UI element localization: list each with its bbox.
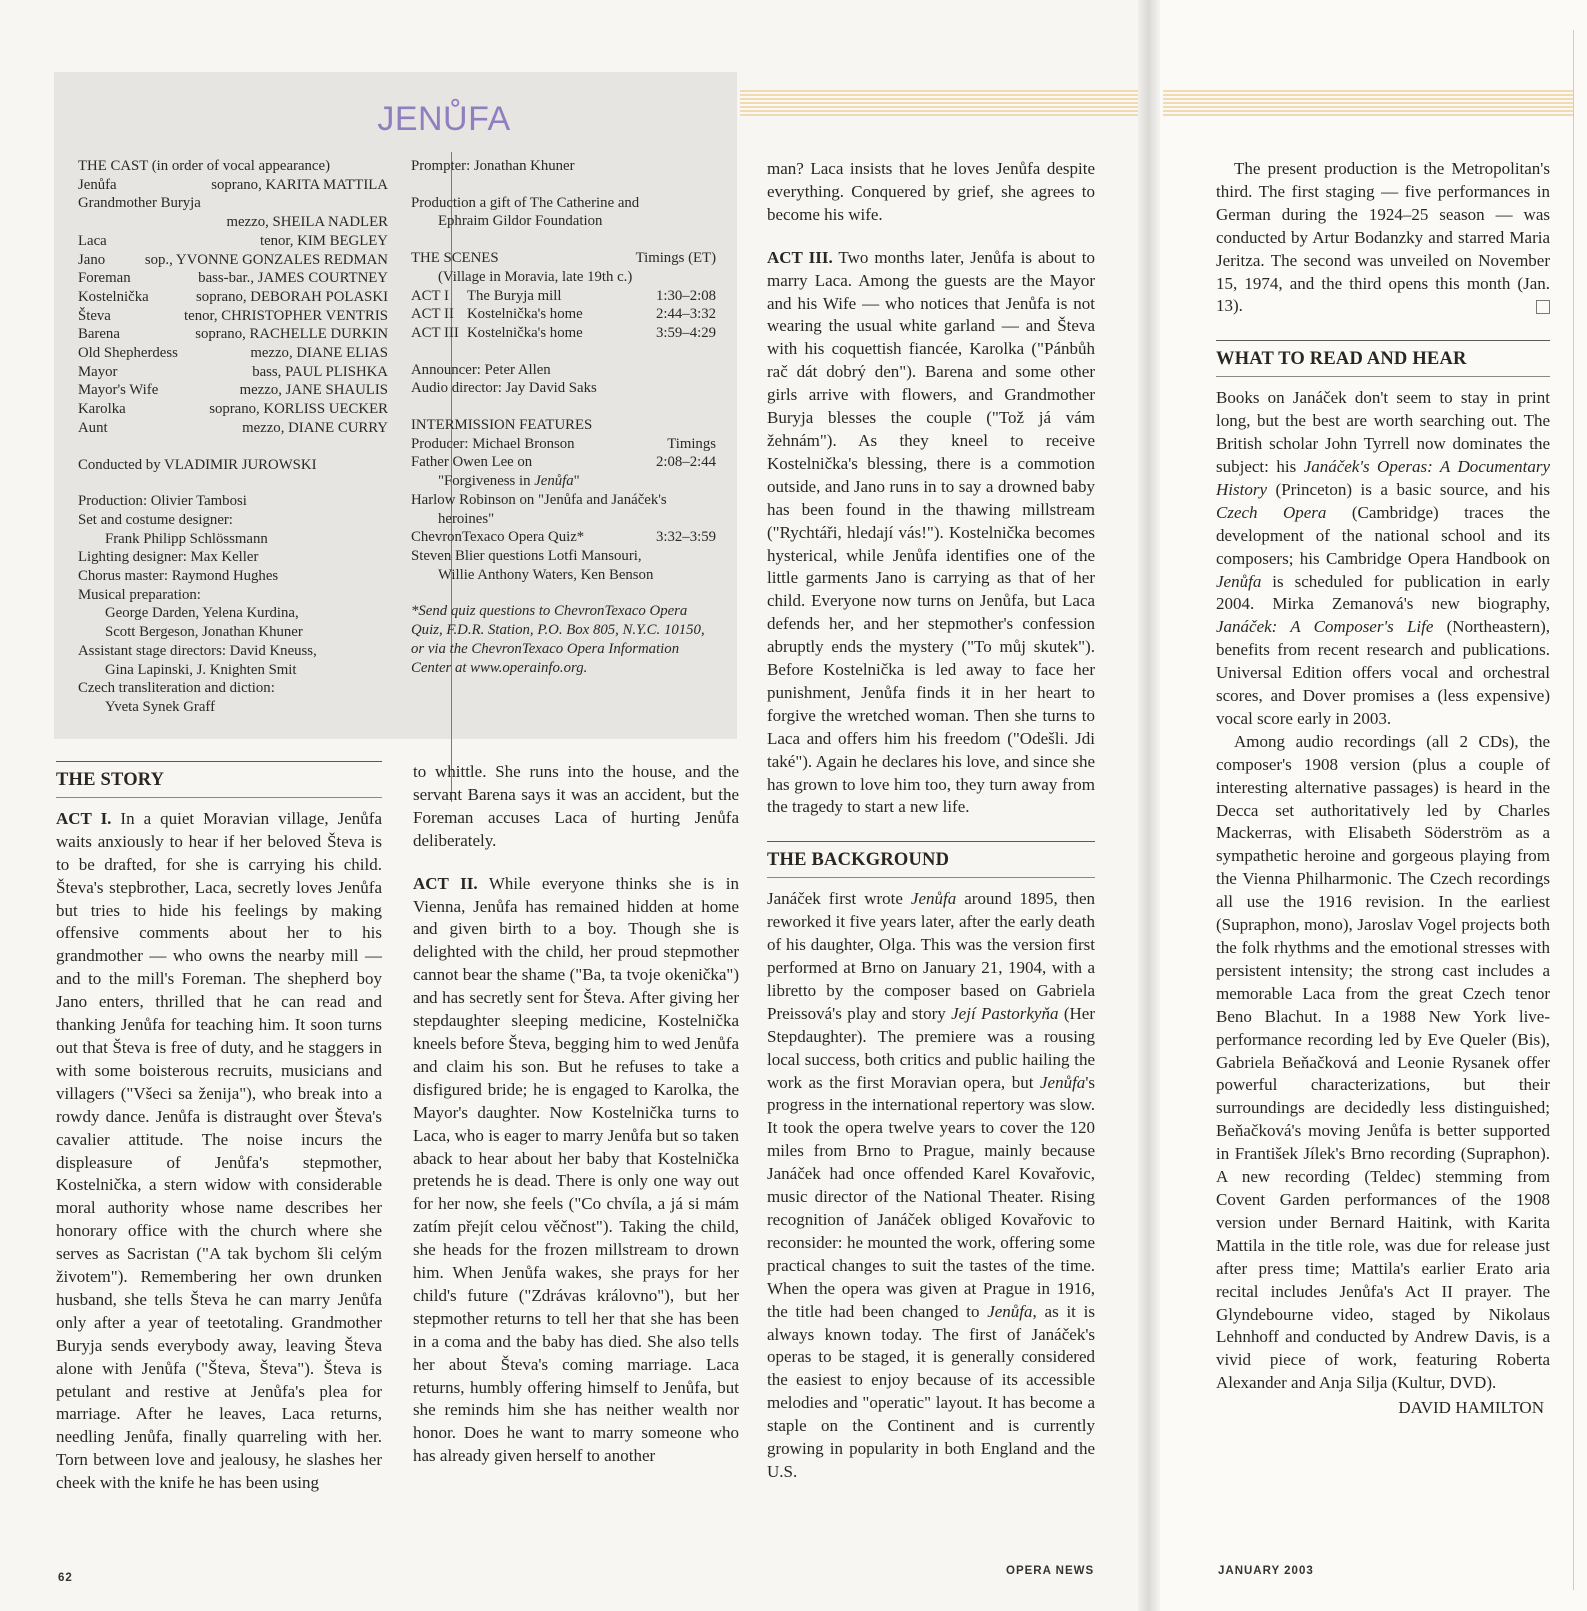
prompter-credit: Prompter: Jonathan Khuner <box>411 158 575 174</box>
cast-roles <box>78 176 388 438</box>
background-text: 's progress in the international repertory was slow. It took the opera twelve years to cover the 120 miles from Brno to Prague, mainly because Janáček had once offended Karel Kovařovic, music director of the National Theater. Rising recognition of Janáček obliged Kovařovic to reconsider: he mounted the work, offering some practical changes to suit the tastes of the time. When the opera was given at Prague in 1916, the title had been changed to <box>767 1072 1095 1321</box>
act-1-paragraph <box>56 808 382 1495</box>
background-text: (Her Stepdaughter). The premiere was a rousing local success, both critics and public hailing the work as the first Moravian opera, but <box>767 1003 1095 1092</box>
scenes-list <box>411 287 716 343</box>
producer-row <box>411 435 716 454</box>
feature-2-line-2: heroines" <box>438 510 495 527</box>
role-name: Karolka <box>78 401 126 418</box>
production-credit: Gina Lapinski, J. Knighten Smit <box>105 661 297 678</box>
spacer <box>78 438 388 456</box>
role-name: Jenůfa <box>78 176 117 193</box>
cast-role-row <box>78 288 388 307</box>
cast-role-row <box>78 363 388 382</box>
end-mark-icon <box>1536 300 1550 314</box>
read-hear-italic: Janáček: A Composer's Life <box>1216 617 1434 637</box>
opera-title: JENŮFA <box>377 100 511 138</box>
feature-1-text: "Forgiveness in <box>438 473 535 490</box>
production-credit: Yveta Synek Graff <box>105 698 216 715</box>
read-hear-text: (Northeastern), benefits from recent research and publications. Universal Edition offers vocal and orchestral scores, and Dover promises a (less expensive) vocal score early in 2003. <box>1216 617 1551 728</box>
production-credit: Assistant stage directors: David Kneuss, <box>78 642 317 659</box>
scene-row <box>411 287 716 306</box>
scene-row <box>411 305 716 324</box>
singer-name: mezzo, SHEILA NADLER <box>226 214 388 231</box>
spacer <box>411 231 716 249</box>
background-heading: THE BACKGROUND <box>767 842 1095 878</box>
role-name: Barena <box>78 326 120 343</box>
act-3-label: ACT III. <box>767 247 833 267</box>
singer-name: tenor, CHRISTOPHER VENTRIS <box>184 307 388 324</box>
production-credit: Scott Bergeson, Jonathan Khuner <box>105 624 303 641</box>
background-italic: Její Pastorkyňa <box>951 1003 1059 1023</box>
act-3-text: Two months later, Jenůfa is about to marry Laca. Among the guests are the Mayor and his Wife — who notices that Jenůfa is not wearing the usual white garland — and Števa with his coquettish fiancée, Karolka ("Pánbůh rač dát dobrý den"). Barena and some other girls arrive with flowers, and Grandmother Buryja blesses the couple ("Tož já vám žehnám"). As they kneel to receive Kostelnička's blessing, there is a commotion outside, and Jano runs in to say a drowned baby has been found in the thawing millstream ("Rychtáři, hledají vás!"). Kostelnička becomes hysterical, while Jenůfa identifies one of the little garments Jano is carrying as that of her child. Everyone now turns on Jenůfa, but Laca defends her, and her stepmother's confession abruptly ends the mystery ("To můj skutek"). Before Kostelnička is led away to face her punishment, Jenůfa finds it in her heart to forgive the wretched woman. Then she turns to Laca and offers him his freedom ("Odešli. Jdi také"). Again he declares his love, and since she has grown to love him too, they turn away from the tragedy to start a new life. <box>767 247 1095 817</box>
cast-role-row <box>78 232 388 251</box>
act-3-paragraph <box>767 247 1095 820</box>
blier-line-2: Willie Anthony Waters, Ken Benson <box>438 566 654 583</box>
read-hear-text: is scheduled for publication in early 2004. Mirka Zemanová's new biography, <box>1216 571 1550 614</box>
production-credit: Czech transliteration and diction: <box>78 680 275 697</box>
scene-act: ACT I <box>411 287 449 304</box>
role-name: Jano <box>78 251 106 268</box>
production-credit: Chorus master: Raymond Hughes <box>78 568 279 585</box>
spacer <box>78 474 388 492</box>
feature-1-time: 2:08–2:44 <box>655 454 716 471</box>
act-1-text: In a quiet Moravian village, Jenůfa waits anxiously to hear if her beloved Števa is to be drafted, for she is carrying his child. Števa's stepbrother, Laca, secretly loves Jenůfa but tries to hide his feelings by making offensive comments about her to his grandmother — who owns the nearby mill — and to the mill's Foreman. The shepherd boy Jano enters, thrilled that he can read and thanking Jenůfa for teaching him. It soon turns out that Števa is free of duty, and he staggers in with some boisterous recruits, musicians and villagers ("Všeci sa ženija"), who break into a rowdy dance. Jenůfa is distraught over Števa's cavalier attitude. The noise incurs the displeasure of Jenůfa's stepmother, Kostelnička, a stern widow with considerable moral authority whose name describes her honorary office with the church where she serves as Sacristan ("A tak bychom šli celým životem"). Remembering her own drunken husband, she tells Števa he can marry Jenůfa only after a year of teetotaling. Grandmother Buryja sends everybody away, leaving Števa alone with Jenůfa ("Števa, Števa"). Števa is petulant and restive at Jenůfa's plea for marriage. After he leaves, Laca returns, needling Jenůfa, finally quarreling with her. Torn between love and jealousy, he slashes her cheek with the knife he has been using <box>56 808 382 1493</box>
singer-name: soprano, KARITA MATTILA <box>211 176 388 193</box>
spacer <box>411 343 716 361</box>
scene-row <box>411 324 716 343</box>
announcer-credit: Announcer: Peter Allen <box>411 361 551 378</box>
timings-label: Timings (ET) <box>635 250 716 267</box>
act-2-continued: man? Laca insists that he loves Jenůfa despite everything. Conquered by grief, she agrees to become his wife. <box>767 159 1095 224</box>
singer-name: mezzo, DIANE CURRY <box>242 419 388 436</box>
cast-role-row <box>78 325 388 344</box>
feature-1-end: " <box>573 473 580 490</box>
cast-role-row <box>78 251 388 270</box>
cast-role-row <box>78 419 388 438</box>
singer-name: sop., YVONNE GONZALES REDMAN <box>144 251 388 268</box>
scenes-heading: THE SCENES <box>411 250 499 267</box>
role-name: Kostelnička <box>78 288 149 305</box>
background-paragraph <box>767 888 1095 1484</box>
cast-role-row <box>78 307 388 326</box>
read-hear-heading: WHAT TO READ AND HEAR <box>1216 341 1550 377</box>
quiz-footnote: *Send quiz questions to ChevronTexaco Opera Quiz, F.D.R. Station, P.O. Box 805, N.Y.C. 10150, or via the ChevronTexaco Opera Information Center at www.operainfo.org. <box>411 603 705 677</box>
act-2-paragraph <box>413 873 739 1469</box>
scene-act: ACT II <box>411 306 454 323</box>
act-2-text: While everyone thinks she is in Vienna, Jenůfa has remained hidden at home and given birth to a boy. Though she is delighted with the child, her proud stepmother cannot bear the shame ("Ba, ta tvoje okenička") and has secretly sent for Števa. After giving her stepdaughter sleeping medicine, Kostelnička kneels before Števa, begging him to wed Jenůfa and claim his son. But he refuses to take a disfigured bride; he is engaged to Karolka, the Mayor's daughter. Now Kostelnička turns to Laca, who is eager to marry Jenůfa but so taken aback to hear about her baby that Kostelnička pretends he is dead. There is only one way out for her now, she feels ("Co chvíla, a já si mám zatím přejít celou věčnost"). Taking the child, she heads for the frozen millstream to drown him. When Jenůfa wakes, she prays for her child's future ("Zdrávas královno"), but her stepmother returns to tell her that she has been in a coma and the baby has died. She also tells her about Števa's coming marriage. Laca returns, humbly offering himself to Jenůfa, but she reminds him she has neither wealth nor honor. Does he want to marry someone who has already given herself to another <box>413 873 739 1466</box>
conductor-credit: Conducted by VLADIMIR JUROWSKI <box>78 456 317 473</box>
cast-role-row <box>78 176 388 195</box>
singer-name: tenor, KIM BEGLEY <box>259 232 388 249</box>
scenes-setting: (Village in Moravia, late 19th c.) <box>438 268 633 285</box>
role-name: Old Shepherdess <box>78 345 178 362</box>
act-1-label: ACT I. <box>56 808 112 828</box>
role-name: Laca <box>78 232 107 249</box>
read-hear-paragraph-2: Among audio recordings (all 2 CDs), the composer's 1908 version (plus a couple of interesting alternative passages) is heard in the Decca set authoritatively led by Charles Mackerras, with Elisabeth Söderström as a sympathetic heroine and gorgeous playing from the Vienna Philharmonic. The Czech recordings all use the 1916 revision. In the earliest (Supraphon, mono), Jaroslav Vogel projects both the folk rhythms and the emotional stresses with persistent intensity; the strong cast includes a memorable Laca from the great Czech tenor Beno Blachut. In a 1988 New York live-performance recording led by Eve Queler (Bis), Gabriela Beňačková and Leonie Rysanek offer powerful characterizations, but their surroundings are decidedly less distinguished; Beňačková's moving Jenůfa is better supported in František Jílek's Brno recording (Supraphon). A new recording (Teldec) stemming from Covent Garden performances of the 1908 version under Bernard Haitink, with Karita Mattila in the title role, was due for release just after press time; Mattila's earlier Erato aria recital includes Jenůfa's Act II prayer. The Glyndebourne video, staged by Nikolaus Lehnhoff and conducted by Andrew Davis, is a vivid piece of work, featuring Roberta Alexander and Anja Silja (Kultur, DVD). <box>1216 731 1550 1393</box>
gift-credit-line-1: Production a gift of The Catherine and <box>411 194 640 211</box>
production-credits <box>78 492 388 716</box>
story-column-1 <box>56 761 382 1495</box>
production-credit: Production: Olivier Tambosi <box>78 493 247 510</box>
cast-role-row <box>78 269 388 288</box>
role-name: Mayor <box>78 363 118 380</box>
cast-role-row <box>78 381 388 400</box>
role-name: Grandmother Buryja <box>78 195 201 212</box>
spacer <box>411 176 716 194</box>
scene-time: 2:44–3:32 <box>655 306 716 323</box>
background-text: around 1895, then reworked it five years later, after the early death of his daughter, Olga. This was the version first performed at Brno on January 21, 1904, with a libretto by the composer based on Gabriela Preissová's play and story <box>767 889 1095 1023</box>
feature-2-line-1: Harlow Robinson on "Jenůfa and Janáček's <box>411 491 667 508</box>
production-credit: Set and costume designer: <box>78 511 233 528</box>
scene-place: Kostelnička's home <box>467 306 583 323</box>
story-heading: THE STORY <box>56 762 382 798</box>
background-italic: Jenůfa <box>910 889 957 909</box>
production-credit: Lighting designer: Max Keller <box>78 549 259 566</box>
act-1-continued: to whittle. She runs into the house, and the servant Barena says it was an accident, but the Foreman accuses Laca of hurting Jenůfa deliberately. <box>413 762 739 850</box>
page-gutter <box>1138 0 1160 1611</box>
issue-date: JANUARY 2003 <box>1218 1565 1314 1577</box>
intermission-heading: INTERMISSION FEATURES <box>411 417 593 434</box>
quiz-row <box>411 528 716 547</box>
decorative-band-right <box>1163 90 1573 116</box>
background-paragraph-2 <box>1216 158 1550 318</box>
singer-name: soprano, DEBORAH POLASKI <box>196 288 388 305</box>
background-text: Janáček first wrote <box>767 889 911 909</box>
scene-time: 1:30–2:08 <box>655 287 716 304</box>
spacer <box>767 819 1095 841</box>
read-hear-italic: Janáček's Operas: A Documentary History <box>1216 456 1550 499</box>
cast-list <box>78 157 388 717</box>
read-hear-italic: Jenůfa <box>1216 571 1262 591</box>
cast-role-row <box>78 344 388 363</box>
feature-1-line-1: Father Owen Lee on <box>411 454 533 471</box>
timings-short-label: Timings <box>667 435 716 452</box>
read-hear-paragraph-1 <box>1216 387 1550 731</box>
cast-role-row <box>78 194 388 213</box>
story-column-3 <box>767 158 1095 1484</box>
singer-name: mezzo, DIANE ELIAS <box>250 345 388 362</box>
production-credit: George Darden, Yelena Kurdina, <box>105 605 299 622</box>
scene-place: The Buryja mill <box>467 287 562 304</box>
singer-name: bass-bar., JAMES COURTNEY <box>198 270 388 287</box>
cast-heading: THE CAST (in order of vocal appearance) <box>78 158 330 174</box>
role-name: Foreman <box>78 270 131 287</box>
feature-1-line-2 <box>411 472 716 491</box>
feature-1-row <box>411 453 716 472</box>
read-hear-text: (Princeton) is a basic source, and his <box>1267 479 1550 499</box>
scene-time: 3:59–4:29 <box>655 324 716 341</box>
singer-name: bass, PAUL PLISHKA <box>252 363 388 380</box>
role-name: Aunt <box>78 419 108 436</box>
production-credit: Frank Philipp Schlössmann <box>105 530 268 547</box>
scenes-heading-row <box>411 249 716 268</box>
page-edge <box>1573 30 1574 1590</box>
background-italic: Jenůfa <box>987 1301 1033 1321</box>
singer-name: mezzo, JANE SHAULIS <box>239 382 388 399</box>
role-name: Števa <box>78 307 111 324</box>
act-2-label: ACT II. <box>413 873 478 893</box>
quiz-time: 3:32–3:59 <box>655 529 716 546</box>
producer-credit: Producer: Michael Bronson <box>411 435 575 452</box>
role-name: Mayor's Wife <box>78 382 159 399</box>
read-hear-column <box>1216 158 1550 1420</box>
cast-role-row <box>78 400 388 419</box>
blier-line-1: Steven Blier questions Lotfi Mansouri, <box>411 547 642 564</box>
scene-place: Kostelnička's home <box>467 324 583 341</box>
spacer <box>1216 318 1550 340</box>
spacer <box>411 584 716 602</box>
background-text: , as it is always known today. The first of Janáček's operas to be staged, it is generally considered the easiest to enjoy because of its accessible melodies and "operatic" layout. It has become a staple on the Continent and is currently growing in popularity in both England and the U.S. <box>767 1301 1095 1481</box>
magazine-name: OPERA NEWS <box>1006 1565 1095 1577</box>
gift-credit-line-2: Ephraim Gildor Foundation <box>438 213 603 230</box>
feature-1-italic: Jenůfa <box>534 473 574 490</box>
page-number: 62 <box>58 1572 73 1584</box>
read-hear-text: (Cambridge) traces the development of the national school and its composers; his Cambridge Opera Handbook on <box>1216 502 1550 568</box>
audio-director-credit: Audio director: Jay David Saks <box>411 380 597 397</box>
background-italic: Jenůfa <box>1039 1072 1086 1092</box>
cast-role-row <box>78 213 388 232</box>
author-signature: DAVID HAMILTON <box>1398 1398 1544 1418</box>
singer-name: soprano, KORLISS UECKER <box>209 401 388 418</box>
broadcast-info <box>411 157 716 678</box>
singer-name: soprano, RACHELLE DURKIN <box>195 326 388 343</box>
read-hear-text: Books on Janáček don't seem to stay in print long, but the best are worth searching out. The British scholar John Tyrrell now dominates the subject: his <box>1216 388 1550 476</box>
story-column-2 <box>413 761 739 1468</box>
background-text: The present production is the Metropolitan's third. The first staging — five performances in German during the 1924–25 season — was conducted by Artur Bodanzky and starred Maria Jeritza. The second was unveiled on November 15, 1974, and the third opens this month (Jan. 13). <box>1216 159 1550 316</box>
quiz-label: ChevronTexaco Opera Quiz* <box>411 529 585 546</box>
scene-act: ACT III <box>411 324 459 341</box>
spacer <box>411 398 716 416</box>
read-hear-italic: Czech Opera <box>1216 502 1327 522</box>
production-credit: Musical preparation: <box>78 586 201 603</box>
